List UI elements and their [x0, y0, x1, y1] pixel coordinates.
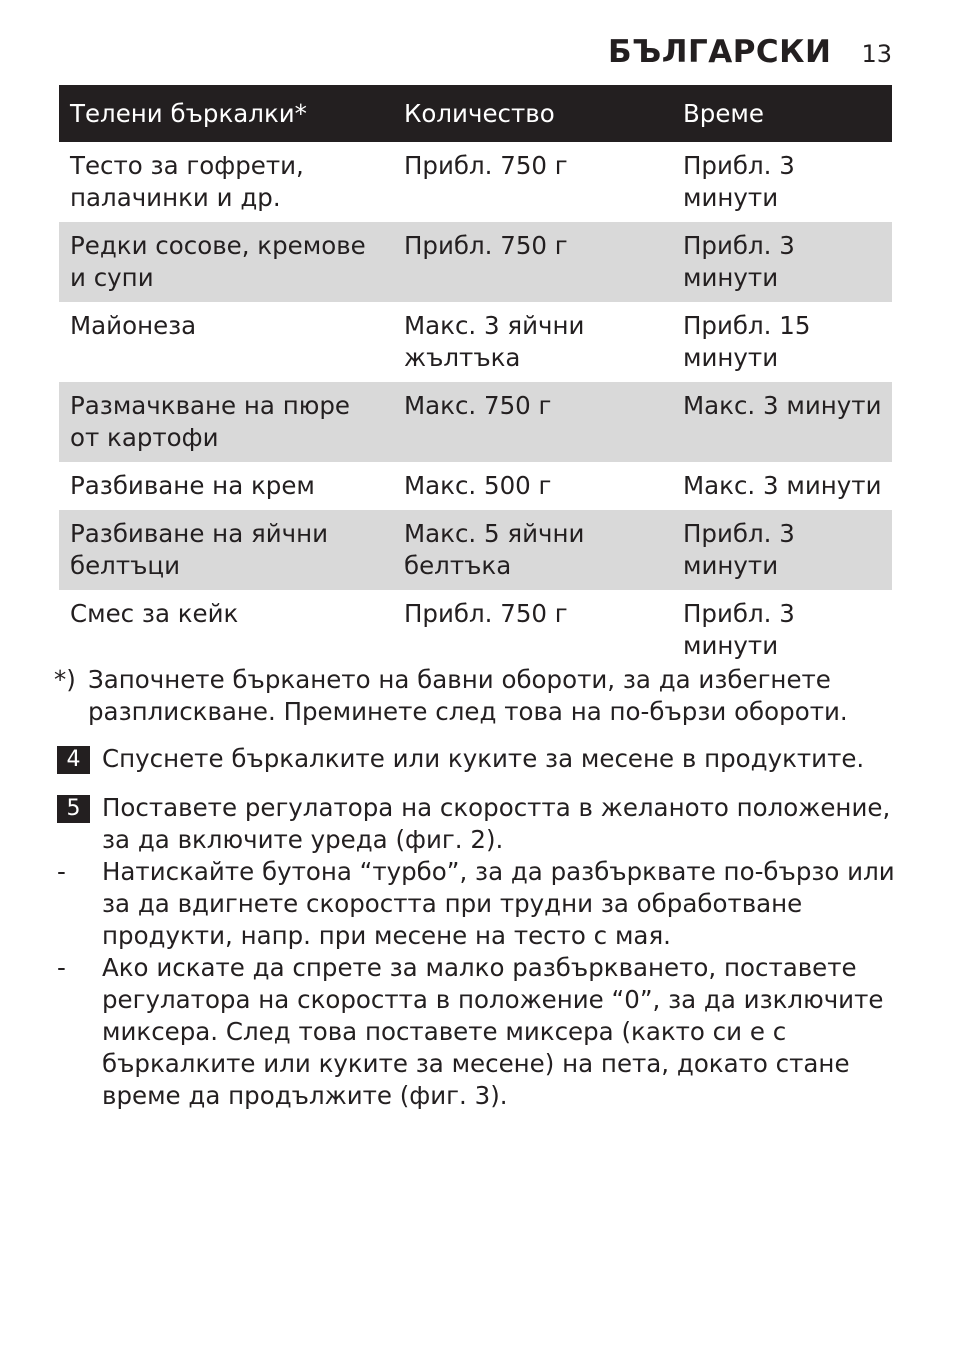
bullet-text: Ако искате да спрете за малко разбъркването, поставете регулатора на скоростта в положение “0”, за да изключите миксера. След това поставете миксера (както си е с бъркалките или куките за месене) на пета, докато стане време да продължите (фиг. 3).	[102, 953, 884, 1110]
table-cell: Разбиване на крем	[70, 471, 315, 500]
table-cell: Прибл. 750 г	[404, 599, 568, 628]
usage-table	[59, 85, 892, 660]
bullet-dash: -	[57, 857, 66, 886]
bullet-text: Натискайте бутона “турбо”, за да разбърквате по-бързо или за да вдигнете скоростта при трудни за обработване продукти, напр. при месене на тесто с мая.	[102, 857, 895, 950]
table-cell: Прибл. 15 минути	[683, 311, 811, 372]
table-cell: Макс. 750 г	[404, 391, 552, 420]
footnote	[54, 664, 894, 728]
table-cell: Майонеза	[70, 311, 197, 340]
page-header	[608, 34, 892, 70]
page-number: 13	[861, 40, 892, 68]
table-cell: Прибл. 3 минути	[683, 599, 795, 660]
footnote-mark: *)	[54, 665, 76, 694]
table-cell: Макс. 3 яйчни жълтъка	[404, 311, 585, 372]
table-cell: Редки сосове, кремове и супи	[70, 231, 366, 292]
table-row	[59, 302, 892, 382]
table-cell: Макс. 3 минути	[683, 471, 882, 500]
table-row	[59, 510, 892, 590]
table-row	[59, 382, 892, 462]
table-cell: Разбиване на яйчни белтъци	[70, 519, 329, 580]
bullet-dash: -	[57, 953, 66, 982]
list-item	[57, 856, 897, 952]
table-cell: Прибл. 3 минути	[683, 231, 795, 292]
table-cell: Тесто за гофрети, палачинки и др.	[70, 151, 304, 212]
table-cell: Прибл. 3 минути	[683, 519, 795, 580]
table-cell: Размачкване на пюре от картофи	[70, 391, 351, 452]
table-row	[59, 222, 892, 302]
table-row	[59, 590, 892, 660]
table-row	[59, 462, 892, 510]
list-item	[57, 952, 897, 1112]
footnote-text: Започнете бъркането на бавни обороти, за да избегнете разплискване. Преминете след това на по-бързи обороти.	[88, 665, 848, 726]
table-cell: Смес за кейк	[70, 599, 239, 628]
table-cell: Прибл. 3 минути	[683, 151, 795, 212]
step-text: Поставете регулатора на скоростта в желаното положение, за да включите уреда (фиг. 2).	[102, 793, 891, 854]
table-cell: Макс. 500 г	[404, 471, 552, 500]
table-row	[59, 142, 892, 222]
table-cell: Прибл. 750 г	[404, 231, 568, 260]
table-header-cell: Време	[683, 98, 764, 128]
step-number-badge: 5	[57, 795, 90, 823]
table-header-row	[59, 85, 892, 142]
language-title: БЪЛГАРСКИ	[607, 34, 832, 70]
table-cell: Макс. 5 яйчни белтъка	[404, 519, 585, 580]
step-number-badge: 4	[57, 746, 90, 774]
step-5	[57, 792, 892, 856]
table-header-cell: Количество	[404, 98, 555, 128]
table-cell: Макс. 3 минути	[683, 391, 882, 420]
bullet-list	[57, 856, 897, 1112]
table-cell: Прибл. 750 г	[404, 151, 568, 180]
step-text: Спуснете бъркалките или куките за месене в продуктите.	[102, 744, 865, 773]
step-4	[57, 743, 892, 775]
table-header-cell: Телени бъркалки*	[70, 98, 307, 128]
